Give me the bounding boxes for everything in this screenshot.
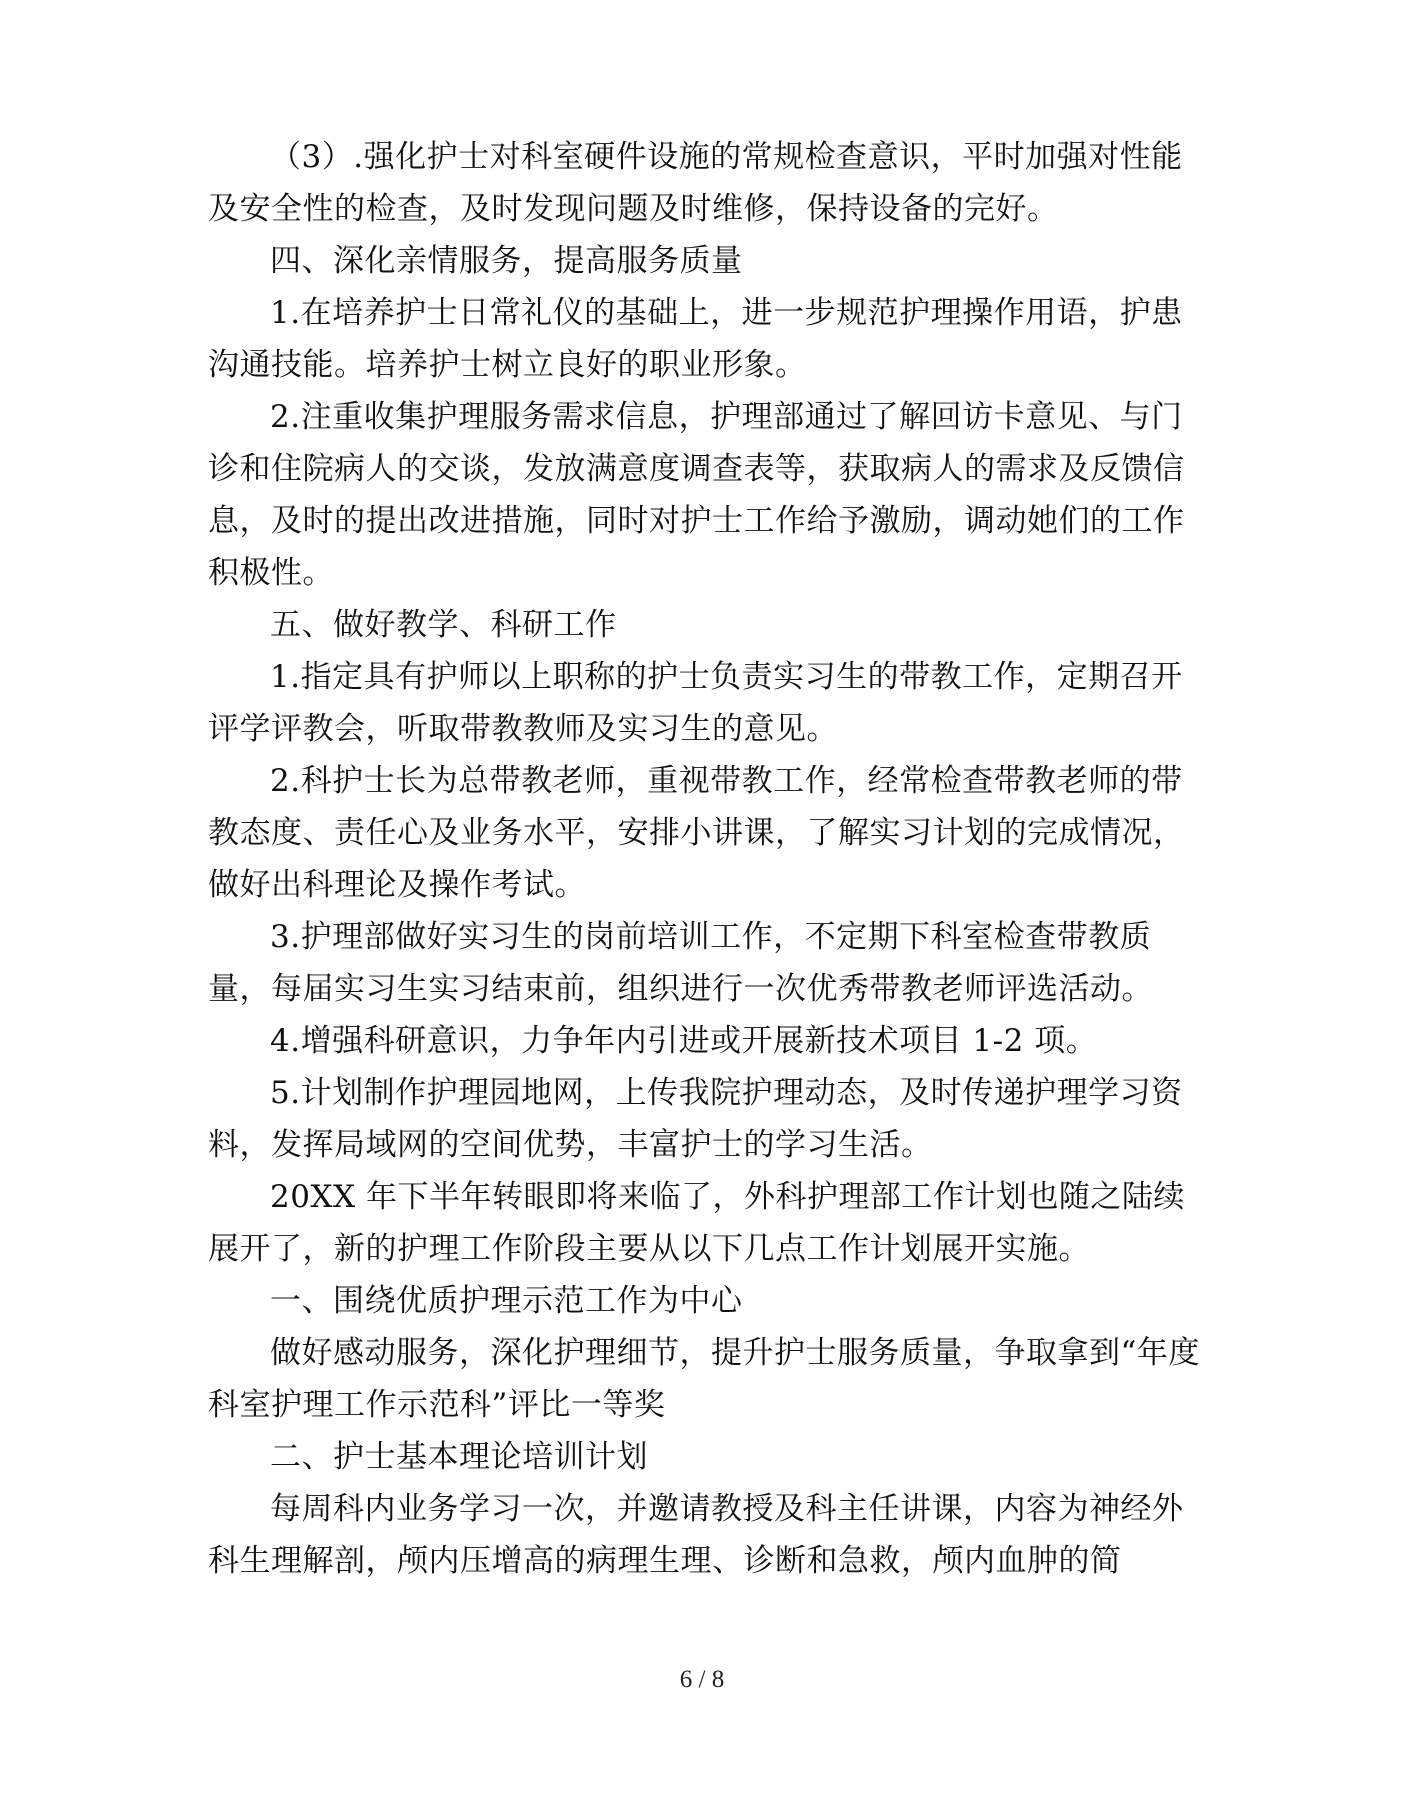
page-number: 6 / 8 [679,1666,725,1693]
paragraph-teaching-assignment: 1.指定具有护师以上职称的护士负责实习生的带教工作，定期召开评学评教会，听取带教教师及实习生的意见。 [208,659,1183,747]
document-body [208,131,1208,1587]
paragraph-etiquette-training: 1.在培养护士日常礼仪的基础上，进一步规范护理操作用语，护患沟通技能。培养护士树立良好的职业形象。 [208,295,1183,383]
paragraph-head-nurse-teaching: 2.科护士长为总带教老师，重视带教工作，经常检查带教老师的带教态度、责任心及业务水平，安排小讲课，了解实习计划的完成情况，做好出科理论及操作考试。 [208,763,1185,903]
paragraph-hardware-inspection: （3）.强化护士对科室硬件设施的常规检查意识，平时加强对性能及安全性的检查，及时发现问题及时维修，保持设备的完好。 [208,139,1183,227]
paragraph-service-feedback: 2.注重收集护理服务需求信息，护理部通过了解回访卡意见、与门诊和住院病人的交谈，发放满意度调查表等，获取病人的需求及反馈信息，及时的提出改进措施，同时对护士工作给予激励，调动她们的工作积极性。 [208,399,1185,591]
heading-section-five: 五、做好教学、科研工作 [270,607,617,643]
paragraph-weekly-study: 每周科内业务学习一次，并邀请教授及科主任讲课，内容为神经外科生理解剖，颅内压增高的病理生理、诊断和急救，颅内血肿的简 [208,1491,1184,1579]
paragraph-nursing-website: 5.计划制作护理园地网，上传我院护理动态，及时传递护理学习资料，发挥局域网的空间优势，丰富护士的学习生活。 [208,1075,1183,1163]
heading-section-one: 一、围绕优质护理示范工作为中心 [270,1283,743,1319]
paragraph-quality-service: 做好感动服务，深化护理细节，提升护士服务质量，争取拿到“年度科室护理工作示范科”评比一等奖 [208,1335,1200,1423]
paragraph-research-awareness: 4.增强科研意识，力争年内引进或开展新技术项目 1-2 项。 [270,1023,1098,1059]
paragraph-second-half-plan: 20XX 年下半年转眼即将来临了，外科护理部工作计划也随之陆续展开了，新的护理工作阶段主要从以下几点工作计划展开实施。 [208,1179,1185,1267]
heading-section-four: 四、深化亲情服务，提高服务质量 [270,243,743,279]
paragraph-pre-job-training: 3.护理部做好实习生的岗前培训工作，不定期下科室检查带教质量，每届实习生实习结束前，组织进行一次优秀带教老师评选活动。 [208,919,1153,1007]
heading-section-two: 二、护士基本理论培训计划 [270,1439,648,1475]
